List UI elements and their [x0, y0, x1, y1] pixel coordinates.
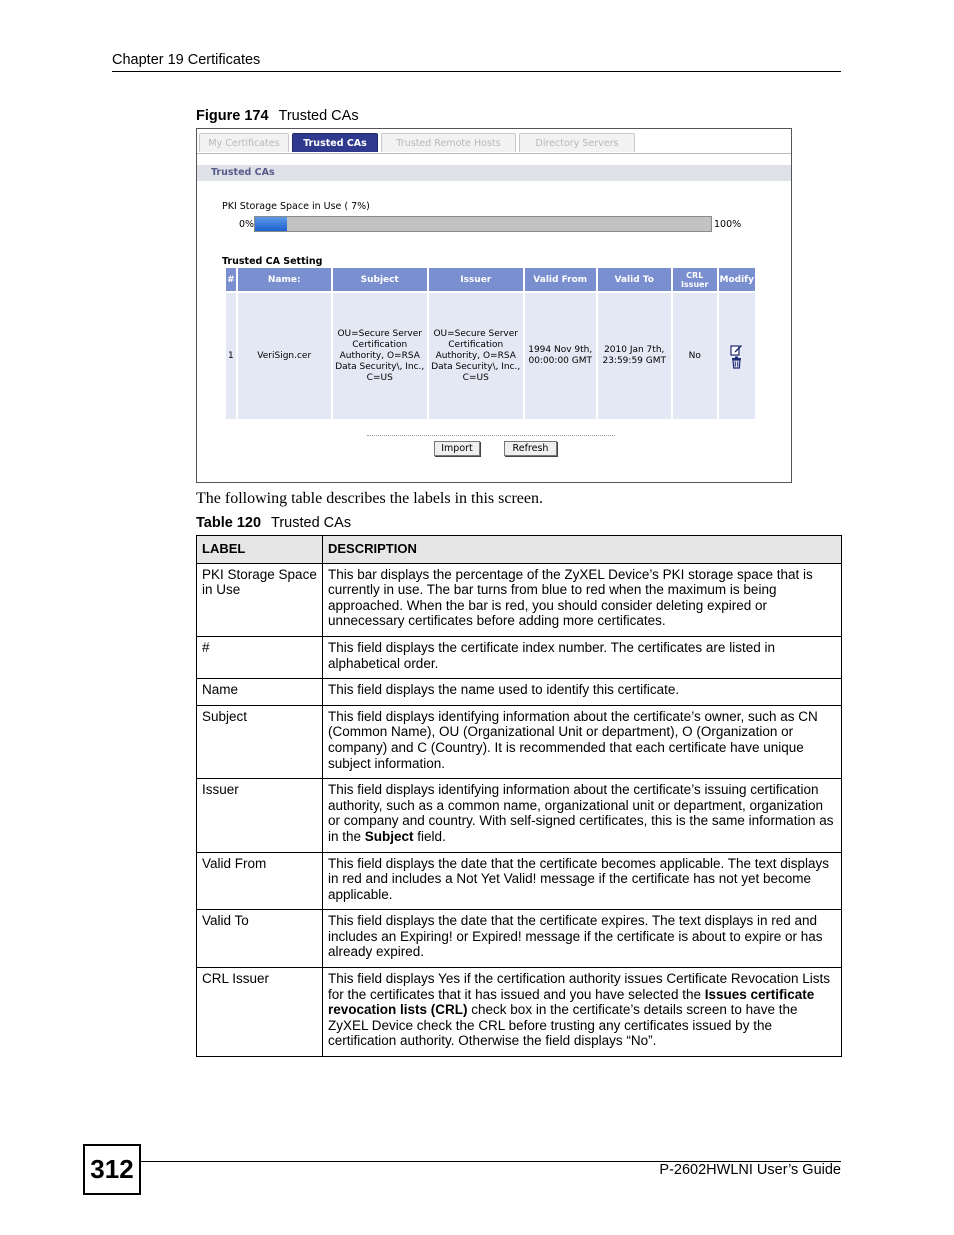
col-crl-issuer: CRL Issuer — [673, 268, 717, 293]
header-description: DESCRIPTION — [323, 536, 842, 564]
table-row — [197, 910, 842, 968]
description-text: This field displays the name used to identify this certificate. — [328, 682, 680, 698]
row-description — [323, 705, 842, 778]
description-text: This field displays identifying information about the certificate’s owner, such as CN (Common Name), OU (Organizational Unit or department), O (Organization or company) and C (Country). It is recommended that each certificate have unique subject information. — [328, 708, 818, 771]
pki-storage-bar-fill — [255, 217, 287, 231]
trash-icon[interactable] — [730, 356, 743, 369]
tab-trusted-remote-hosts[interactable]: Trusted Remote Hosts — [381, 133, 516, 152]
pki-storage-bar — [254, 216, 712, 232]
table-row — [197, 705, 842, 778]
section-bar — [197, 165, 791, 181]
pki-max-label: 100% — [714, 219, 742, 230]
row-label: # — [197, 636, 323, 678]
trusted-ca-setting-title: Trusted CA Setting — [222, 256, 323, 267]
description-text: field. — [413, 828, 446, 844]
row-label: PKI Storage Space in Use — [197, 563, 323, 636]
row-description — [323, 910, 842, 968]
row-label: Name — [197, 679, 323, 706]
tab-bar — [197, 131, 791, 154]
cell-valid-to: 2010 Jan 7th, 23:59:59 GMT — [598, 293, 671, 419]
pki-storage-label: PKI Storage Space in Use ( 7%) — [222, 201, 370, 212]
col-name: Name: — [238, 268, 331, 293]
description-text: This field displays the certificate index number. The certificates are listed in alphabetical order. — [328, 639, 775, 671]
tab-trusted-cas[interactable]: Trusted CAs — [292, 133, 378, 152]
row-label: Valid To — [197, 910, 323, 968]
table-row — [226, 293, 755, 419]
description-bold-text: Issues certificate revocation lists (CRL) — [328, 986, 815, 1018]
trusted-ca-table — [224, 268, 757, 419]
table-label: Table 120 — [196, 515, 262, 531]
row-description — [323, 679, 842, 706]
row-label: CRL Issuer — [197, 968, 323, 1057]
description-text: This bar displays the percentage of the ZyXEL Device’s PKI storage space that is currently in use. The bar turns from blue to red when the maximum is being approached. When the bar is red, you should consider deleting expired or unnecessary certificates before adding more certificates. — [328, 566, 813, 629]
row-label: Subject — [197, 705, 323, 778]
guide-title: P-2602HWLNI User’s Guide — [659, 1162, 841, 1178]
description-table-body — [197, 563, 842, 1056]
header-label: LABEL — [197, 536, 323, 564]
trusted-cas-screenshot — [196, 128, 792, 483]
row-description — [323, 852, 842, 910]
table-row — [197, 779, 842, 852]
figure-caption — [196, 108, 359, 124]
section-title: Trusted CAs — [211, 167, 275, 178]
edit-icon[interactable] — [730, 343, 743, 356]
table-row — [197, 968, 842, 1057]
table-row — [197, 636, 842, 678]
cell-crl-issuer: No — [673, 293, 717, 419]
row-description — [323, 968, 842, 1057]
description-bold-text: Subject — [364, 828, 414, 844]
figure-title: Trusted CAs — [278, 108, 359, 124]
row-description — [323, 779, 842, 852]
figure-label: Figure 174 — [196, 108, 269, 124]
cell-issuer: OU=Secure Server Certification Authority, O=RSA Data Security\, Inc., C=US — [429, 293, 523, 419]
description-text: This field displays the date that the certificate expires. The text displays in red and includes an Expiring! or Expired! message if the certificate is about to expire or has already expired. — [328, 913, 823, 960]
table-title: Trusted CAs — [271, 515, 352, 531]
description-text: This field displays identifying information about the certificate’s issuing certification authority, such as a common name, organizational unit or department, organization or company and country. With self-signed certificates, this is the same information as in the — [328, 782, 834, 844]
description-text: This field displays Yes if the certification authority issues Certificate Revocation Lists for the certificates that it has issued and you have selected the — [328, 971, 830, 1002]
col-issuer: Issuer — [429, 268, 523, 293]
row-description — [323, 563, 842, 636]
cell-name: VeriSign.cer — [238, 293, 331, 419]
header-rule — [112, 71, 841, 72]
col-index: # — [226, 268, 236, 293]
cell-subject: OU=Secure Server Certification Authority, O=RSA Data Security\, Inc., C=US — [333, 293, 427, 419]
intro-text: The following table describes the labels in this screen. — [196, 490, 544, 507]
col-valid-to: Valid To — [598, 268, 671, 293]
table-row — [197, 563, 842, 636]
tab-my-certificates[interactable]: My Certificates — [199, 133, 289, 152]
page-number: 312 — [83, 1144, 141, 1195]
row-description — [323, 636, 842, 678]
pki-min-label: 0% — [239, 219, 255, 230]
import-button[interactable]: Import — [434, 441, 480, 456]
table-row — [197, 679, 842, 706]
col-valid-from: Valid From — [525, 268, 596, 293]
label-description-table — [196, 535, 842, 1057]
row-label: Issuer — [197, 779, 323, 852]
col-modify: Modify — [719, 268, 755, 293]
tab-directory-servers[interactable]: Directory Servers — [519, 133, 635, 152]
col-subject: Subject — [333, 268, 427, 293]
table-row — [197, 852, 842, 910]
cell-valid-from: 1994 Nov 9th, 00:00:00 GMT — [525, 293, 596, 419]
chapter-header: Chapter 19 Certificates — [112, 52, 261, 68]
description-text: This field displays the date that the certificate becomes applicable. The text displays in red and includes a Not Yet Valid! message if the certificate has not yet become applicable. — [328, 855, 830, 902]
description-text: check box in the certificate’s details screen to have the ZyXEL Device check the CRL before trusting any certificates issued by the certification authority. Otherwise the field displays “No”. — [328, 1002, 798, 1049]
row-label: Valid From — [197, 852, 323, 910]
divider — [367, 435, 615, 436]
table-caption — [196, 515, 351, 531]
cell-index: 1 — [226, 293, 236, 419]
refresh-button[interactable]: Refresh — [504, 441, 557, 456]
cell-modify — [719, 293, 755, 419]
